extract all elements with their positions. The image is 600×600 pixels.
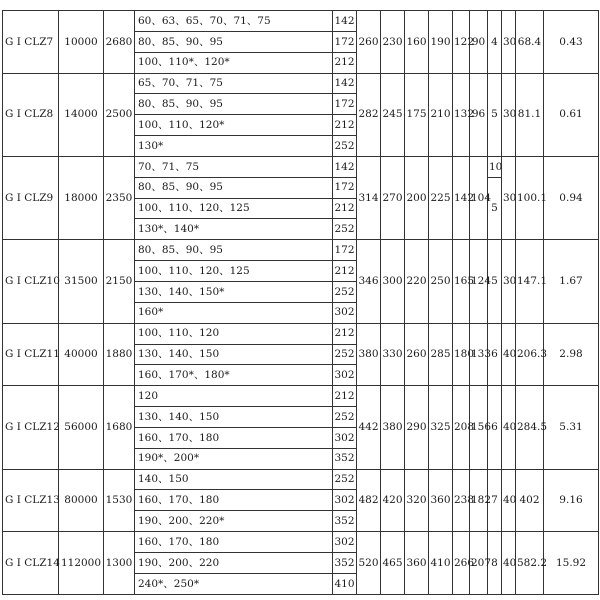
mass-cell: 147.1 xyxy=(516,240,544,323)
speed-cell: 2500 xyxy=(104,73,135,156)
dimension-cell: 420 xyxy=(381,469,405,532)
speed-cell: 1300 xyxy=(104,532,135,595)
table-row xyxy=(3,156,599,177)
shaft-length-cell: 352 xyxy=(333,552,357,573)
shaft-length-cell: 212 xyxy=(333,386,357,407)
torque-cell: 112000 xyxy=(59,532,104,595)
dimension-cell: 238 xyxy=(453,469,470,532)
shaft-diameter-cell: 130、140、150 xyxy=(135,344,333,365)
shaft-length-cell: 212 xyxy=(333,52,357,73)
dimension-cell: 410 xyxy=(429,532,453,595)
dimension-cell: 230 xyxy=(381,11,405,74)
shaft-length-cell: 302 xyxy=(333,302,357,323)
shaft-diameter-cell: 130、140、150* xyxy=(135,281,333,302)
dimension-cell: 142 xyxy=(453,156,470,239)
speed-cell: 2150 xyxy=(104,240,135,323)
shaft-diameter-cell: 160* xyxy=(135,302,333,323)
shaft-diameter-cell: 80、85、90、95 xyxy=(135,240,333,261)
dimension-cell: 260 xyxy=(357,11,381,74)
shaft-diameter-cell: 80、85、90、95 xyxy=(135,94,333,115)
inertia-cell: 5.31 xyxy=(544,386,599,469)
shaft-length-cell: 302 xyxy=(333,365,357,386)
shaft-diameter-cell: 70、71、75 xyxy=(135,156,333,177)
speed-cell: 2350 xyxy=(104,156,135,239)
mass-cell: 100.1 xyxy=(516,156,544,239)
shaft-diameter-cell: 130* xyxy=(135,136,333,157)
bolt-count-cell: 6 xyxy=(488,386,502,469)
shaft-length-cell: 172 xyxy=(333,240,357,261)
speed-cell: 2680 xyxy=(104,11,135,74)
shaft-length-cell: 410 xyxy=(333,573,357,594)
shaft-diameter-cell: 240*、250* xyxy=(135,573,333,594)
inertia-cell: 0.94 xyxy=(544,156,599,239)
bolt-size-cell: 30 xyxy=(502,156,516,239)
shaft-diameter-cell: 130、140、150 xyxy=(135,407,333,428)
torque-cell: 10000 xyxy=(59,11,104,74)
inertia-cell: 2.98 xyxy=(544,323,599,386)
dimension-cell: 96 xyxy=(470,73,488,156)
mass-cell: 582.2 xyxy=(516,532,544,595)
dimension-cell: 133 xyxy=(470,323,488,386)
dimension-cell: 320 xyxy=(405,469,429,532)
shaft-diameter-cell: 65、70、71、75 xyxy=(135,73,333,94)
coupling-spec-table xyxy=(2,10,599,595)
torque-cell: 40000 xyxy=(59,323,104,386)
table-row xyxy=(3,73,599,94)
shaft-length-cell: 352 xyxy=(333,448,357,469)
shaft-diameter-cell: 120 xyxy=(135,386,333,407)
dimension-cell: 360 xyxy=(429,469,453,532)
shaft-length-cell: 252 xyxy=(333,344,357,365)
dimension-cell: 245 xyxy=(381,73,405,156)
shaft-diameter-cell: 160、170*、180* xyxy=(135,365,333,386)
shaft-length-cell: 172 xyxy=(333,177,357,198)
torque-cell: 14000 xyxy=(59,73,104,156)
dimension-cell: 156 xyxy=(470,386,488,469)
dimension-cell: 330 xyxy=(381,323,405,386)
dimension-cell: 314 xyxy=(357,156,381,239)
table-row xyxy=(3,386,599,407)
bolt-count-cell: 5 xyxy=(488,240,502,323)
inertia-cell: 9.16 xyxy=(544,469,599,532)
bolt-count-cell: 5 xyxy=(488,177,502,240)
shaft-length-cell: 142 xyxy=(333,11,357,32)
bolt-size-cell: 40 xyxy=(502,532,516,595)
bolt-size-cell: 40 xyxy=(502,469,516,532)
bolt-count-cell: 6 xyxy=(488,323,502,386)
shaft-length-cell: 212 xyxy=(333,198,357,219)
shaft-length-cell: 252 xyxy=(333,469,357,490)
mass-cell: 284.5 xyxy=(516,386,544,469)
dimension-cell: 325 xyxy=(429,386,453,469)
bolt-count-cell: 5 xyxy=(488,73,502,156)
dimension-cell: 90 xyxy=(470,11,488,74)
inertia-cell: 0.61 xyxy=(544,73,599,156)
mass-cell: 81.1 xyxy=(516,73,544,156)
bolt-size-cell: 40 xyxy=(502,323,516,386)
dimension-cell: 285 xyxy=(429,323,453,386)
inertia-cell: 15.92 xyxy=(544,532,599,595)
shaft-diameter-cell: 140、150 xyxy=(135,469,333,490)
table-row xyxy=(3,240,599,261)
speed-cell: 1530 xyxy=(104,469,135,532)
bolt-count-cell: 4 xyxy=(488,11,502,74)
dimension-cell: 182 xyxy=(470,469,488,532)
speed-cell: 1680 xyxy=(104,386,135,469)
model-cell: G I CLZ12 xyxy=(3,386,59,469)
dimension-cell: 520 xyxy=(357,532,381,595)
shaft-diameter-cell: 190*、200* xyxy=(135,448,333,469)
model-cell: G I CLZ14 xyxy=(3,532,59,595)
dimension-cell: 207 xyxy=(470,532,488,595)
shaft-diameter-cell: 190、200、220* xyxy=(135,511,333,532)
bolt-count-cell: 8 xyxy=(488,532,502,595)
table-row xyxy=(3,469,599,490)
model-cell: G I CLZ7 xyxy=(3,11,59,74)
torque-cell: 56000 xyxy=(59,386,104,469)
shaft-length-cell: 302 xyxy=(333,532,357,553)
torque-cell: 80000 xyxy=(59,469,104,532)
shaft-length-cell: 302 xyxy=(333,490,357,511)
model-cell: G I CLZ8 xyxy=(3,73,59,156)
dimension-cell: 300 xyxy=(381,240,405,323)
bolt-size-cell: 30 xyxy=(502,73,516,156)
dimension-cell: 160 xyxy=(405,11,429,74)
dimension-cell: 180 xyxy=(453,323,470,386)
torque-cell: 18000 xyxy=(59,156,104,239)
inertia-cell: 0.43 xyxy=(544,11,599,74)
shaft-length-cell: 252 xyxy=(333,136,357,157)
shaft-diameter-cell: 100、110、120 xyxy=(135,323,333,344)
dimension-cell: 220 xyxy=(405,240,429,323)
shaft-diameter-cell: 160、170、180 xyxy=(135,427,333,448)
shaft-diameter-cell: 160、170、180 xyxy=(135,532,333,553)
dimension-cell: 290 xyxy=(405,386,429,469)
dimension-cell: 266 xyxy=(453,532,470,595)
shaft-diameter-cell: 100、110*、120* xyxy=(135,52,333,73)
bolt-count-cell: 7 xyxy=(488,469,502,532)
shaft-length-cell: 212 xyxy=(333,115,357,136)
dimension-cell: 442 xyxy=(357,386,381,469)
dimension-cell: 165 xyxy=(453,240,470,323)
dimension-cell: 482 xyxy=(357,469,381,532)
shaft-diameter-cell: 130*、140* xyxy=(135,219,333,240)
dimension-cell: 200 xyxy=(405,156,429,239)
dimension-cell: 380 xyxy=(381,386,405,469)
dimension-cell: 104 xyxy=(470,156,488,239)
shaft-diameter-cell: 60、63、65、70、71、75 xyxy=(135,11,333,32)
model-cell: G I CLZ9 xyxy=(3,156,59,239)
dimension-cell: 380 xyxy=(357,323,381,386)
dimension-cell: 225 xyxy=(429,156,453,239)
shaft-length-cell: 252 xyxy=(333,219,357,240)
model-cell: G I CLZ10 xyxy=(3,240,59,323)
shaft-diameter-cell: 100、110、120* xyxy=(135,115,333,136)
table-row xyxy=(3,323,599,344)
dimension-cell: 346 xyxy=(357,240,381,323)
mass-cell: 206.3 xyxy=(516,323,544,386)
shaft-diameter-cell: 80、85、90、95 xyxy=(135,177,333,198)
shaft-diameter-cell: 80、85、90、95 xyxy=(135,31,333,52)
dimension-cell: 210 xyxy=(429,73,453,156)
shaft-diameter-cell: 190、200、220 xyxy=(135,552,333,573)
shaft-length-cell: 172 xyxy=(333,94,357,115)
inertia-cell: 1.67 xyxy=(544,240,599,323)
shaft-diameter-cell: 100、110、120、125 xyxy=(135,198,333,219)
dimension-cell: 124 xyxy=(470,240,488,323)
bolt-size-cell: 40 xyxy=(502,386,516,469)
shaft-length-cell: 172 xyxy=(333,31,357,52)
table-row xyxy=(3,11,599,32)
dimension-cell: 208 xyxy=(453,386,470,469)
shaft-length-cell: 212 xyxy=(333,261,357,282)
shaft-length-cell: 142 xyxy=(333,156,357,177)
shaft-diameter-cell: 100、110、120、125 xyxy=(135,261,333,282)
bolt-count-cell: 10 xyxy=(488,156,502,177)
shaft-length-cell: 302 xyxy=(333,427,357,448)
shaft-length-cell: 252 xyxy=(333,407,357,428)
dimension-cell: 270 xyxy=(381,156,405,239)
dimension-cell: 360 xyxy=(405,532,429,595)
shaft-length-cell: 352 xyxy=(333,511,357,532)
table-row xyxy=(3,532,599,553)
dimension-cell: 190 xyxy=(429,11,453,74)
dimension-cell: 122 xyxy=(453,11,470,74)
bolt-size-cell: 30 xyxy=(502,240,516,323)
shaft-length-cell: 212 xyxy=(333,323,357,344)
model-cell: G I CLZ13 xyxy=(3,469,59,532)
dimension-cell: 250 xyxy=(429,240,453,323)
dimension-cell: 175 xyxy=(405,73,429,156)
dimension-cell: 132 xyxy=(453,73,470,156)
shaft-length-cell: 142 xyxy=(333,73,357,94)
dimension-cell: 282 xyxy=(357,73,381,156)
mass-cell: 68.4 xyxy=(516,11,544,74)
shaft-length-cell: 252 xyxy=(333,281,357,302)
model-cell: G I CLZ11 xyxy=(3,323,59,386)
dimension-cell: 465 xyxy=(381,532,405,595)
bolt-size-cell: 30 xyxy=(502,11,516,74)
shaft-diameter-cell: 160、170、180 xyxy=(135,490,333,511)
mass-cell: 402 xyxy=(516,469,544,532)
dimension-cell: 260 xyxy=(405,323,429,386)
speed-cell: 1880 xyxy=(104,323,135,386)
torque-cell: 31500 xyxy=(59,240,104,323)
